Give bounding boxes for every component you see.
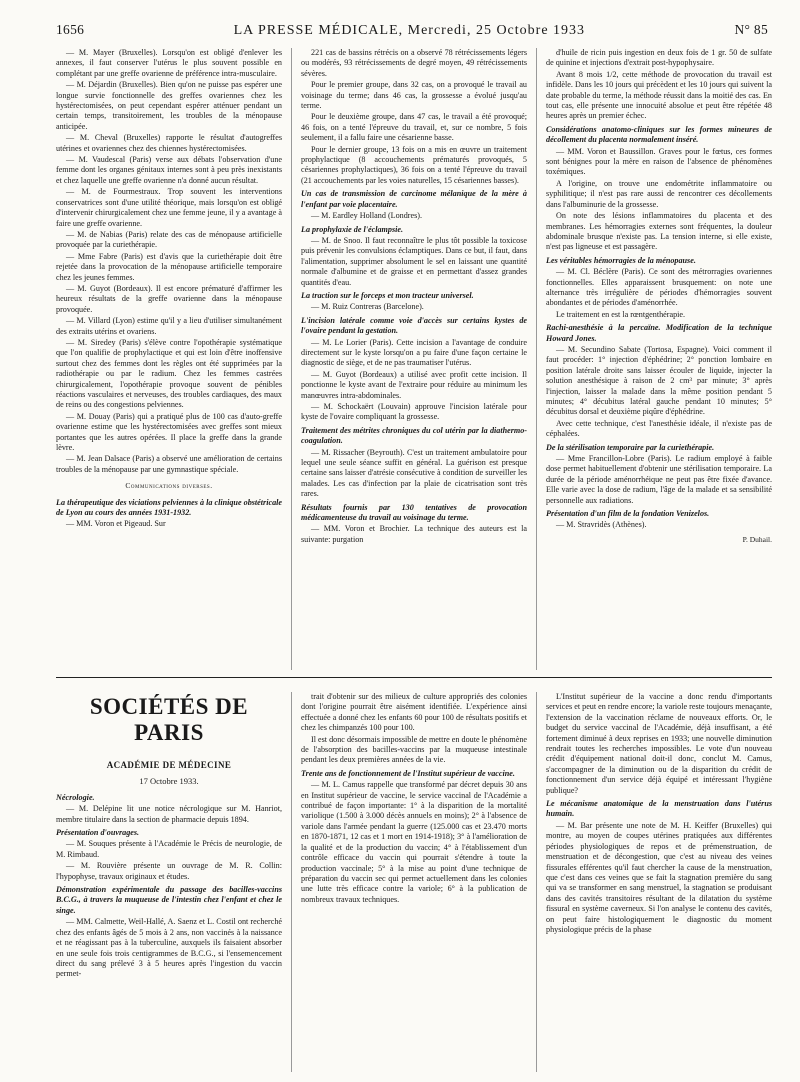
paragraph: — M. Schockaërt (Louvain) approuve l'incision latérale pour kyste de l'ovaire compliquant la grossesse. xyxy=(301,402,527,422)
top-column-3 xyxy=(546,48,772,670)
paragraph: — MM. Voron et Brochier. La technique des auteurs est la suivante: purgation xyxy=(301,524,527,544)
top-column-2 xyxy=(301,48,527,670)
paragraph: Avant 8 mois 1/2, cette méthode de provocation du travail est infidèle. Dans les 10 jours qui précèdent et les 10 jours qui suivent la date probable du terme, la méthode réussit dans la moitié des cas. En tout cas, elle présente une innocuité absolue et peut être répétée 48 heures après un premier échec. xyxy=(546,69,772,121)
paragraph: A l'origine, on trouve une endométrite inflammatoire ou syphilitique; il n'est pas rare aussi de rencontrer ces décollements dans l'albuminurie de la grossesse. xyxy=(546,178,772,209)
paragraph: Pour le dernier groupe, 13 fois on a mis en œuvre un traitement prophylactique (8 accouchements prématurés provoqués, 5 césariennes prophylactiques), 36 fois on a tenté l'épreuve du travail (21 accouchements par les voies naturelles, 15 césariennes basses). xyxy=(301,144,527,185)
paragraph: — M. Déjardin (Bruxelles). Bien qu'on ne puisse pas espérer une longue survie fonctionnelle des greffes ovariennes chez les hystérectomisées, on peut cependant espérer atténuer pendant un certain temps, transitoirement, les troubles de la ménopause anticipée. xyxy=(56,80,282,131)
paragraph: d'huile de ricin puis ingestion en deux fois de 1 gr. 50 de sulfate de quinine et injections d'extrait post-hypophysaire. xyxy=(546,48,772,68)
article-title: Considérations anatomo-cliniques sur les formes mineures de décollement du placenta normalement inséré. xyxy=(546,124,772,145)
paragraph: — M. Rouvière présente un ouvrage de M. R. Collin: l'hypophyse, travaux originaux et études. xyxy=(56,861,282,881)
paragraph: — M. Vaudescal (Paris) verse aux débats l'observation d'une femme dont les organes génitaux internes sont à peu près inexistants et chez laquelle une greffe ovarienne n'a donné aucun résultat. xyxy=(56,155,282,185)
paragraph: — M. Eardley Holland (Londres). xyxy=(311,211,423,221)
paragraph: — M. Guyot (Bordeaux). Il est encore prématuré d'affirmer les heureux résultats de la greffe ovarienne dans la ménopause provoquée. xyxy=(56,283,282,314)
column-divider xyxy=(291,692,292,1072)
paragraph: — M. Jean Dalsace (Paris) a observé une amélioration de certains troubles de la ménopause par une gymnastique spéciale. xyxy=(56,454,282,474)
article-title: Présentation d'un film de la fondation Venizelos. xyxy=(546,509,710,519)
column-divider xyxy=(536,48,537,670)
paragraph: — M. Ruiz Contreras (Barcelone). xyxy=(311,302,424,312)
paragraph: — M. de Fourmestraux. Trop souvent les interventions conservatrices sont d'une utilité théorique, mais lorsqu'on est obligé d'intervenir chirurgicalement chez une femme jeune, il y a avantage à faire une greffe ovarienne. xyxy=(56,187,282,228)
paragraph: — M. Villard (Lyon) estime qu'il y a lieu d'utiliser simultanément des extraits utérins et ovariens. xyxy=(56,316,282,336)
paragraph: — M. de Nabias (Paris) relate des cas de ménopause artificielle provoquée par la curiethérapie. xyxy=(56,229,282,250)
paragraph: — M. Souques présente à l'Académie le Précis de neurologie, de M. Rimbaud. xyxy=(56,839,282,859)
paragraph: — M. Secundino Sabate (Tortosa, Espagne). Voici comment il faut procéder: 1° injection d'éphédrine; 2° ponction lombaire en position latérale droite sans laisser écouler de liquide, injecter la solution anesthésique à raison de 2 cm³ par minute; 3° après l'injection, laisser la malade dans la même position pendant 5 minutes; 4° décubitus latéral gauche pendant 10 minutes; 5° décubitus dorsal et deuxième piqûre d'éphédrine. xyxy=(546,344,772,417)
paragraph: — M. Stravridès (Athènes). xyxy=(556,520,647,530)
bottom-column-2 xyxy=(301,692,527,1072)
paragraph: — Mme Fabre (Paris) est d'avis que la curiethérapie doit être rejetée dans la provocation de la ménopause artificielle temporaire chez les jeunes femmes. xyxy=(56,251,282,282)
paragraph: L'Institut supérieur de la vaccine a donc rendu d'importants services et peut en rendre encore; la variole reste toujours menaçante, l'extension de la vaccination réclame de nouveaux efforts. Or, le budget du service vaccinal de l'Académie, déjà insuffisant, a été fortement diminué à deux reprises en 1933; une nouvelle diminution rendrait toutes les recherches impossibles. Le vote d'un nouveau crédit d'équipement national doit-il donc, conclut M. Camus, s'accompagner de la diminution ou de la disparition du crédit de fonctionnement d'un service déjà équipé et intéressant l'hygiène publique? xyxy=(546,692,772,795)
paragraph: Il est donc désormais impossible de mettre en doute le phénomène de l'absorption des bacilles-vaccins par la muqueuse intestinale pendant les deux premières années de la vie. xyxy=(301,734,527,765)
top-columns xyxy=(56,48,772,670)
paragraph: Pour le premier groupe, dans 32 cas, on a provoqué le travail au voisinage du terme; dans 46 cas, la grossesse a évolué jusqu'au terme. xyxy=(301,80,527,111)
top-column-1 xyxy=(56,48,282,670)
article-title: De la stérilisation temporaire par la curiethérapie. xyxy=(546,442,715,452)
signature: P. Duhail. xyxy=(742,534,772,544)
article-title: La prophylaxie de l'éclampsie. xyxy=(301,224,403,234)
section-rule xyxy=(56,677,772,678)
bottom-columns xyxy=(56,692,772,1072)
paragraph: Avec cette technique, c'est l'anesthésie idéale, il n'existe pas de céphalées. xyxy=(546,418,772,439)
article-title: Trente ans de fonctionnement de l'Institut supérieur de vaccine. xyxy=(301,768,515,778)
article-title: L'incision latérale comme voie d'accès sur certains kystes de l'ovaire pendant la gestation. xyxy=(301,315,527,336)
society-title: ACADÉMIE DE MÉDECINE xyxy=(106,760,232,770)
article-title: Nécrologie. xyxy=(56,792,95,802)
paragraph: — M. Le Lorier (Paris). Cette incision a l'avantage de conduire directement sur le kyste lorsqu'on a pu faire d'une façon certaine le diagnostic de siège, et de ne pas traumatiser l'utérus. xyxy=(301,337,527,368)
section-title: SOCIÉTÉS DE PARIS xyxy=(89,694,249,745)
paragraph: — M. Bar présente une note de M. H. Keiffer (Bruxelles) qui montre, au moyen de coupes utérines pratiquées aux différentes périodes physiologiques de repos et de prémenstruation, de menstruation et de décongestion, que c'est au niveau des veines fissurales efférentes qu'il faut chercher la cause de la menstruation, que c'est dans ces veines que se fait la stagnation première du sang qui va se transformer en sang menstruel, la stagnation se produisant dans des cavités transitoires résultant de la dilatation du système fissural en système caverneux. Si l'on analyse le contenu des cavités, on peut faire histologiquement le diagnostic du moment physiologique précis de la phase xyxy=(546,820,772,934)
journal-title: LA PRESSE MÉDICALE, Mercredi, 25 Octobre 1933 xyxy=(233,23,586,38)
paragraph: — M. Guyot (Bordeaux) a utilisé avec profit cette incision. Il ponctionne le kyste avant de l'extraire pour réduire au minimum les manœuvres intra-abdominales. xyxy=(301,369,527,400)
article-title: Résultats fournis par 130 tentatives de provocation médicamenteuse du travail au voisinage du terme. xyxy=(301,502,527,523)
page-header xyxy=(56,22,768,40)
issue-number: N° 85 xyxy=(734,22,768,37)
paragraph: — M. Cl. Béclère (Paris). Ce sont des métrorragies ovariennes fonctionnelles. Elles apparaissent brusquement: on note une alternance très irrégulière de périodes d'hémorragies souvent abondantes et de périodes d'aménorrhée. xyxy=(546,267,772,308)
paragraph: — Mme Francillon-Lobre (Paris). Le radium employé à faible dose permet habituellement d'obtenir une stérilisation temporaire. La durée de la période aménorrhéique ne peut pas être fixée d'avance. Elle varie avec la dose de radium, l'âge de la malade et sa sensibilité personnelle aux radiations. xyxy=(546,454,772,505)
paragraph: Le traitement en est la rœntgenthérapie. xyxy=(556,309,686,319)
paragraph: — M. Mayer (Bruxelles). Lorsqu'on est obligé d'enlever les annexes, il faut conserver l'utérus le plus souvent possible en complétant par une greffe ovarienne de préférence intra-musculaire. xyxy=(56,48,282,78)
paragraph: — M. L. Camus rappelle que transformé par décret depuis 30 ans en Institut supérieur de vaccine, le service vaccinal de l'Académie a contribué de façon importante: 1° à la disparition de la mortalité variolique (1.500 à 3.000 décès annuels en moins); 2° à l'absence de variole dans l'armée pendant la guerre (125.000 cas et 23.470 morts en 1870-1871, 12 cas et 1 mort en 1914-1918); 3° à l'amélioration de la qualité et de la production du vaccin; 4° à l'établissement d'un contrôle efficace du vaccin qui pourrait s'étendre à toute la production vaccinale; 5° à la mise au point d'une technique de préparation du vaccin sec qui permet actuellement dans les colonies une lutte très efficace contre la variole; 6° à la publication de nombreux travaux techniques. xyxy=(301,780,527,904)
paragraph: — MM. Voron et Baussillon. Graves pour le fœtus, ces formes sont bénignes pour la mère en raison de l'absence de phénomènes toxémiques. xyxy=(546,146,772,177)
column-divider xyxy=(291,48,292,670)
section-label: Communications diverses. xyxy=(125,481,213,491)
article-title: Les véritables hémorragies de la ménopause. xyxy=(546,255,696,265)
paragraph: — M. Rissacher (Beyrouth). C'est un traitement ambulatoire pour lequel une seule séance suffit en général. La guérison est presque certaine sans laisser d'atrésie consécutive à condition de surveiller les malades. Les cas d'infection par la plaie de cicatrisation sont très rares. xyxy=(301,447,527,499)
paragraph: 221 cas de bassins rétrécis on a observé 78 rétrécissements légers ou modérés, 93 rétrécissements de degré moyen, 49 rétrécissements sévères. xyxy=(301,48,527,78)
paragraph: — MM. Calmette, Weil-Hallé, A. Saenz et L. Costil ont recherché chez des enfants âgés de 5 mois à 2 ans, non vaccinés à la naissance et ne réagissant pas à la tuberculine, auxquels ils faisaient absorber en une seule fois trois centigrammes de B.C.G., si l'ensemencement direct du sang prélevé 3 à 5 heures après l'ingestion du vaccin permet- xyxy=(56,917,282,979)
article-title: Démonstration expérimentale du passage des bacilles-vaccins B.C.G., à travers la muqueuse de l'intestin chez l'enfant et chez le singe. xyxy=(56,885,282,915)
bottom-column-3 xyxy=(546,692,772,1072)
article-title: Traitement des métrites chroniques du col utérin par la diathermo-coagulation. xyxy=(301,425,527,446)
session-date: 17 Octobre 1933. xyxy=(139,776,199,787)
article-title: Le mécanisme anatomique de la menstruation dans l'utérus humain. xyxy=(546,799,772,819)
paragraph: On note des lésions inflammatoires du placenta et des membranes. Les hémorragies externes sont fréquentes, la douleur abdominale brusque n'existe pas. La tension interne, si elle existe, n'est pas ligneuse et est passagère. xyxy=(546,211,772,252)
paragraph: — M. Douay (Paris) qui a pratiqué plus de 100 cas d'auto-greffe ovarienne estime que les hystérectomisées avec greffes sont mieux portantes que les autres opérées. Il place la greffe dans la grande lèvre. xyxy=(56,411,282,453)
paragraph: trait d'obtenir sur des milieux de culture appropriés des colonies dont l'origine pourrait être aisément identifiée. L'expérience ainsi effectuée a donné chez les enfants 60 pour 100 de résultats positifs et chez les chimpanzés 100 pour 100. xyxy=(301,692,527,733)
article-title: Rachi-anesthésie à la percaïne. Modification de la technique Howard Jones. xyxy=(546,323,772,343)
page-number: 1656 xyxy=(56,22,85,37)
paragraph: — MM. Voron et Pigeaud. Sur xyxy=(66,519,166,529)
article-title: Un cas de transmission de carcinome mélanique de la mère à l'enfant par voie placentaire. xyxy=(301,189,527,209)
paragraph: — M. Siredey (Paris) s'élève contre l'opothérapie systématique que l'on qualifie de prophylactique et qui est loin d'être inoffensive surtout chez des femmes dont les règles ont été supprimées par la radiothérapie ou par le radium. Chez les femmes castrées chirurgicalement, l'opothérapie provoque souvent de pénibles réactions vasculaires et nerveuses, des troubles cardiaques, des maux de reins ou des congestions pelviennes. xyxy=(56,337,282,410)
article-title: Présentation d'ouvrages. xyxy=(56,828,140,838)
paragraph: — M. Delépine lit une notice nécrologique sur M. Hanriot, membre titulaire dans la section de pharmacie depuis 1894. xyxy=(56,804,282,824)
bottom-column-1 xyxy=(56,692,282,1072)
column-divider xyxy=(536,692,537,1072)
paragraph: — M. de Snoo. Il faut reconnaître le plus tôt possible la toxicose puis prévenir les convulsions éclamptiques. Dans ce but, il faut, dans l'alimentation, supprimer absolument le sel en laissant une quantité normale d'albumine et de graisse et en permettant d'assez grandes quantités d'eau. xyxy=(301,235,527,287)
article-title: La thérapeutique des viciations pelviennes à la clinique obstétricale de Lyon au cours des années 1931-1932. xyxy=(56,497,282,518)
article-title: La traction sur le forceps et mon tracteur universel. xyxy=(301,290,474,300)
paragraph: — M. Cheval (Bruxelles) rapporte le résultat d'autogreffes utérines et ovariennes chez des chiennes hystérectomisées. xyxy=(56,133,282,153)
paragraph: Pour le deuxième groupe, dans 47 cas, le travail a été provoqué; 46 fois, on a tenté l'épreuve du travail, et, sur ce nombre, 5 fois seulement, il a fallu faire une césarienne basse. xyxy=(301,112,527,143)
